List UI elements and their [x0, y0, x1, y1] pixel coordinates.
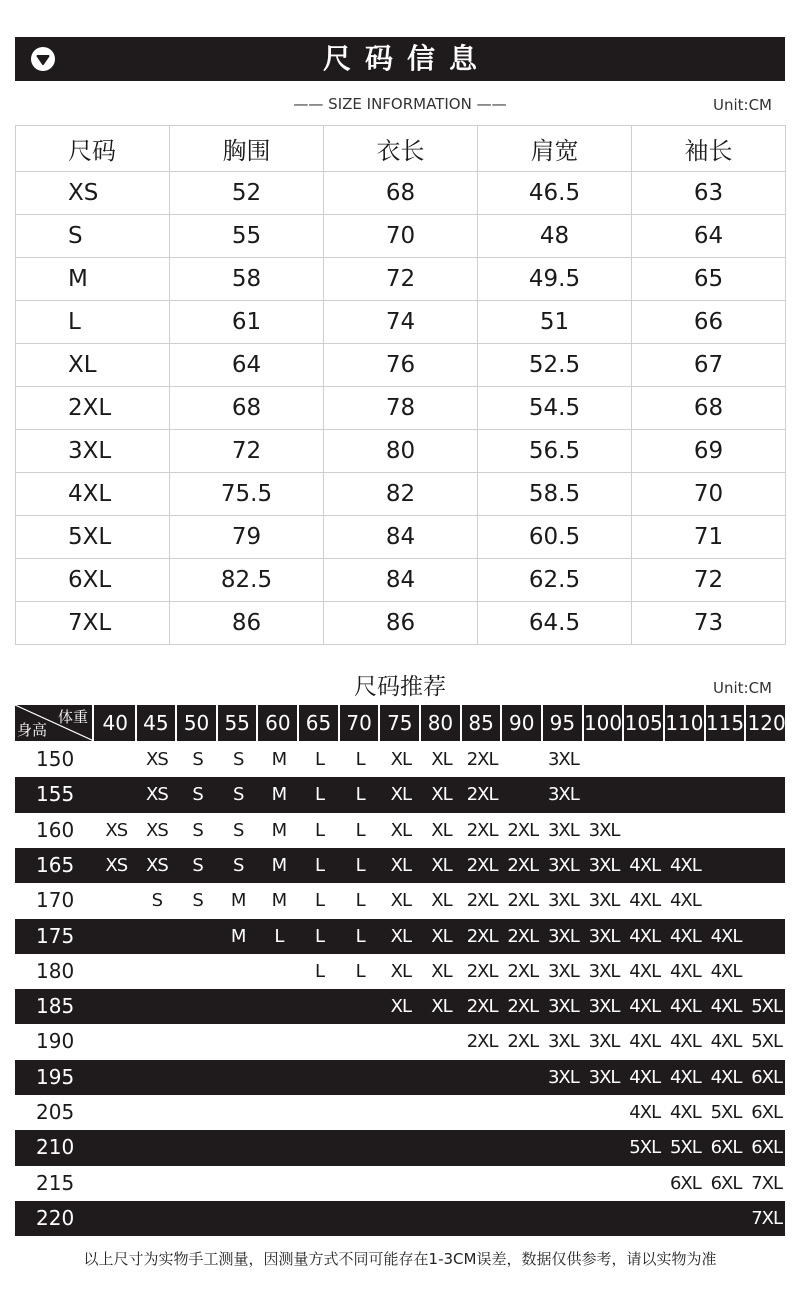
recommended-size-cell: 4XL: [710, 1031, 742, 1053]
recommended-size-cell: S: [232, 749, 244, 770]
recommended-size-cell: XL: [431, 925, 452, 947]
weight-header-cell: 50: [177, 705, 218, 741]
weight-header-cell: 105: [624, 705, 665, 741]
weight-header-cell: 95: [543, 705, 584, 741]
size-cell: 51: [478, 301, 632, 344]
size-table-row: [16, 559, 786, 602]
size-cell: 70: [632, 473, 786, 516]
size-cell: 72: [324, 258, 478, 301]
recommend-row: [15, 989, 785, 1024]
recommended-size-cell: 2XL: [466, 784, 498, 806]
weight-header-cell: 45: [137, 705, 178, 741]
recommended-size-cell: 3XL: [547, 1066, 579, 1088]
recommended-size-cell: 5XL: [751, 996, 783, 1018]
height-cell: 215: [36, 1170, 75, 1195]
size-cell: 86: [324, 602, 478, 645]
recommended-size-cell: 3XL: [547, 854, 579, 876]
recommended-size-cell: 2XL: [466, 960, 498, 982]
size-cell: 82.5: [170, 559, 324, 602]
height-cell: 155: [36, 782, 75, 807]
recommended-size-cell: L: [355, 854, 365, 876]
recommended-size-cell: 3XL: [547, 890, 579, 912]
recommended-size-cell: L: [314, 749, 325, 770]
recommended-size-cell: 4XL: [629, 996, 661, 1018]
recommended-size-cell: M: [271, 819, 287, 841]
size-cell: 84: [324, 559, 478, 602]
weight-header-cell: 110: [665, 705, 706, 741]
size-info-subtitle: —— SIZE INFORMATION ——: [293, 95, 507, 113]
recommended-size-cell: 3XL: [547, 925, 579, 947]
size-cell: L: [16, 301, 170, 344]
recommend-row: [15, 777, 785, 812]
recommended-size-cell: XL: [390, 890, 411, 912]
size-cell: S: [16, 215, 170, 258]
recommended-size-cell: 3XL: [588, 996, 620, 1018]
recommended-size-cell: XL: [431, 960, 452, 982]
size-cell: 4XL: [16, 473, 170, 516]
header-cell: 尺码: [16, 126, 170, 172]
recommended-size-cell: 3XL: [547, 749, 579, 770]
size-cell: 63: [632, 172, 786, 215]
recommended-size-cell: 3XL: [547, 960, 579, 982]
recommended-size-cell: XL: [390, 996, 411, 1018]
recommended-size-cell: S: [192, 890, 203, 912]
recommended-size-cell: 3XL: [547, 1031, 579, 1053]
recommended-size-cell: 3XL: [547, 996, 579, 1018]
recommended-size-cell: L: [314, 925, 325, 947]
height-cell: 190: [36, 1029, 75, 1054]
recommended-size-cell: S: [151, 890, 163, 912]
size-cell: XL: [16, 344, 170, 387]
size-cell: 60.5: [478, 516, 632, 559]
size-cell: 49.5: [478, 258, 632, 301]
recommended-size-cell: 5XL: [751, 1031, 783, 1053]
recommended-size-cell: XL: [431, 784, 452, 806]
weight-header-cell: 115: [706, 705, 747, 741]
recommended-size-cell: L: [274, 925, 284, 947]
size-cell: 48: [478, 215, 632, 258]
recommended-size-cell: 4XL: [629, 890, 661, 912]
recommended-size-cell: 4XL: [710, 925, 742, 947]
recommend-row: [15, 919, 785, 954]
header-cell: 胸围: [170, 126, 324, 172]
size-cell: 52.5: [478, 344, 632, 387]
recommended-size-cell: 2XL: [466, 819, 498, 841]
recommended-size-cell: 2XL: [466, 996, 498, 1018]
recommended-size-cell: L: [314, 819, 325, 841]
recommended-size-cell: 2XL: [466, 925, 498, 947]
recommended-size-cell: XS: [105, 819, 128, 841]
recommended-size-cell: 6XL: [710, 1172, 742, 1194]
header-cell: 肩宽: [478, 126, 632, 172]
recommended-size-cell: 4XL: [710, 960, 742, 982]
recommended-size-cell: M: [271, 784, 287, 806]
size-table-row: [16, 301, 786, 344]
recommended-size-cell: 2XL: [507, 854, 539, 876]
recommended-size-cell: 2XL: [466, 1031, 498, 1053]
size-table-row: [16, 430, 786, 473]
size-cell: 7XL: [16, 602, 170, 645]
height-cell: 185: [36, 994, 75, 1019]
size-cell: 78: [324, 387, 478, 430]
recommended-size-cell: 2XL: [507, 960, 539, 982]
size-cell: 76: [324, 344, 478, 387]
size-table-row: [16, 516, 786, 559]
size-table-row: [16, 473, 786, 516]
recommended-size-cell: 5XL: [669, 1137, 701, 1159]
size-cell: 70: [324, 215, 478, 258]
height-cell: 150: [36, 747, 75, 771]
weight-header-cell: 65: [299, 705, 340, 741]
size-cell: 72: [632, 559, 786, 602]
recommended-size-cell: 4XL: [629, 960, 661, 982]
size-cell: 64.5: [478, 602, 632, 645]
weight-header-cell: 90: [503, 705, 544, 741]
recommended-size-cell: 2XL: [507, 925, 539, 947]
recommend-row: [15, 813, 785, 848]
height-cell: 195: [36, 1064, 75, 1089]
weight-header-cell: 100: [584, 705, 625, 741]
height-cell: 180: [36, 958, 75, 983]
size-cell: 52: [170, 172, 324, 215]
recommend-header-row: [15, 705, 785, 741]
recommend-row: [15, 1060, 785, 1095]
recommended-size-cell: 4XL: [669, 1102, 701, 1123]
size-cell: 73: [632, 602, 786, 645]
size-cell: 5XL: [16, 516, 170, 559]
recommended-size-cell: 4XL: [669, 960, 701, 982]
recommended-size-cell: 3XL: [588, 1031, 620, 1053]
recommended-size-cell: 6XL: [751, 1066, 783, 1088]
height-cell: 175: [36, 923, 75, 948]
size-cell: 69: [632, 430, 786, 473]
size-cell: 79: [170, 516, 324, 559]
size-cell: 58.5: [478, 473, 632, 516]
recommended-size-cell: 3XL: [547, 784, 579, 806]
recommended-size-cell: 4XL: [629, 925, 661, 947]
recommended-size-cell: XS: [146, 749, 168, 770]
weight-header-cell: 70: [340, 705, 381, 741]
size-cell: 72: [170, 430, 324, 473]
recommended-size-cell: L: [355, 960, 365, 982]
header-cell: 衣长: [324, 126, 478, 172]
recommended-size-cell: M: [271, 854, 287, 876]
size-cell: 58: [170, 258, 324, 301]
recommended-size-cell: 3XL: [588, 925, 620, 947]
recommended-size-cell: M: [271, 890, 287, 912]
recommend-unit-label: Unit:CM: [712, 679, 772, 697]
recommend-row: [15, 742, 785, 777]
size-cell: 61: [170, 301, 324, 344]
recommended-size-cell: 7XL: [751, 1172, 783, 1194]
recommended-size-cell: S: [232, 784, 244, 806]
size-cell: 65: [632, 258, 786, 301]
recommended-size-cell: L: [314, 890, 325, 912]
recommended-size-cell: M: [230, 890, 246, 912]
weight-header-cell: 85: [462, 705, 503, 741]
corner-height-label: 身高: [17, 721, 48, 739]
size-cell: 68: [170, 387, 324, 430]
recommended-size-cell: 6XL: [751, 1102, 783, 1123]
size-table-row: [16, 344, 786, 387]
recommended-size-cell: S: [192, 854, 203, 876]
recommended-size-cell: S: [192, 819, 203, 841]
size-cell: 68: [324, 172, 478, 215]
recommended-size-cell: XS: [146, 854, 168, 876]
recommend-row: [15, 848, 785, 883]
weight-header-cell: 40: [96, 705, 137, 741]
weight-header-cell: 75: [381, 705, 422, 741]
corner-weight-label: 体重: [57, 708, 88, 726]
recommended-size-cell: 4XL: [629, 854, 661, 876]
recommend-row: [15, 1130, 785, 1165]
size-cell: 64: [170, 344, 324, 387]
recommended-size-cell: XS: [105, 854, 128, 876]
size-cell: 64: [632, 215, 786, 258]
size-cell: 54.5: [478, 387, 632, 430]
size-cell: 68: [632, 387, 786, 430]
size-cell: 67: [632, 344, 786, 387]
corner-cell: [15, 705, 94, 741]
size-cell: 2XL: [16, 387, 170, 430]
recommended-size-cell: 4XL: [629, 1031, 661, 1053]
recommend-row: [15, 1095, 785, 1130]
height-cell: 220: [36, 1205, 75, 1230]
weight-header-cell: 120: [747, 711, 786, 735]
size-cell: 56.5: [478, 430, 632, 473]
recommended-size-cell: 3XL: [588, 1066, 620, 1088]
recommended-size-cell: S: [192, 749, 203, 770]
size-cell: 62.5: [478, 559, 632, 602]
recommended-size-cell: XL: [431, 819, 452, 841]
recommended-size-cell: 6XL: [669, 1172, 701, 1194]
recommended-size-cell: 2XL: [507, 996, 539, 1018]
size-cell: XS: [16, 172, 170, 215]
recommend-row: [15, 954, 785, 989]
recommended-size-cell: 2XL: [507, 819, 539, 841]
recommended-size-cell: M: [230, 925, 246, 947]
recommend-title: 尺码推荐: [354, 674, 446, 700]
height-cell: 170: [36, 888, 75, 913]
recommend-row: [15, 1201, 785, 1236]
recommended-size-cell: S: [192, 784, 203, 806]
recommended-size-cell: XL: [390, 749, 411, 770]
recommended-size-cell: 3XL: [588, 854, 620, 876]
recommended-size-cell: 3XL: [588, 960, 620, 982]
recommended-size-cell: 5XL: [710, 1102, 742, 1123]
recommended-size-cell: L: [314, 960, 325, 982]
size-table-row: [16, 172, 786, 215]
size-cell: 6XL: [16, 559, 170, 602]
size-cell: 71: [632, 516, 786, 559]
recommended-size-cell: 4XL: [669, 890, 701, 912]
recommended-size-cell: 4XL: [710, 996, 742, 1018]
recommended-size-cell: 4XL: [629, 1066, 661, 1088]
recommended-size-cell: L: [355, 890, 365, 912]
size-table-row: [16, 258, 786, 301]
recommended-size-cell: XL: [431, 854, 452, 876]
recommended-size-cell: 3XL: [588, 890, 620, 912]
recommended-size-cell: 4XL: [710, 1066, 742, 1088]
recommended-size-cell: L: [355, 784, 365, 806]
size-cell: M: [16, 258, 170, 301]
recommended-size-cell: 4XL: [669, 996, 701, 1018]
size-cell: 55: [170, 215, 324, 258]
size-cell: 82: [324, 473, 478, 516]
recommended-size-cell: 2XL: [507, 890, 539, 912]
recommended-size-cell: 2XL: [507, 1031, 539, 1053]
recommended-size-cell: XL: [390, 960, 411, 982]
recommended-size-cell: 3XL: [547, 819, 579, 841]
recommend-row: [15, 1024, 785, 1059]
recommended-size-cell: L: [355, 819, 365, 841]
recommended-size-cell: L: [314, 784, 325, 806]
recommend-row: [15, 883, 785, 918]
size-cell: 75.5: [170, 473, 324, 516]
title-banner: [15, 37, 785, 81]
size-table: [15, 125, 786, 645]
size-table-row: [16, 387, 786, 430]
size-table-header-row: [16, 126, 786, 172]
recommended-size-cell: 2XL: [466, 890, 498, 912]
height-cell: 205: [36, 1100, 75, 1124]
size-cell: 84: [324, 516, 478, 559]
size-cell: 46.5: [478, 172, 632, 215]
recommended-size-cell: 3XL: [588, 819, 620, 841]
weight-header-cell: 60: [259, 705, 300, 741]
recommended-size-cell: 2XL: [466, 749, 498, 770]
recommended-size-cell: XL: [390, 854, 411, 876]
recommended-size-cell: S: [232, 854, 244, 876]
recommended-size-cell: 4XL: [669, 925, 701, 947]
size-table-row: [16, 215, 786, 258]
height-cell: 210: [36, 1135, 75, 1160]
recommended-size-cell: XL: [431, 890, 452, 912]
recommended-size-cell: XL: [431, 749, 452, 770]
header-cell: 袖长: [632, 126, 786, 172]
size-unit-label: Unit:CM: [712, 96, 772, 114]
recommended-size-cell: 7XL: [751, 1207, 783, 1229]
recommended-size-cell: S: [232, 819, 244, 841]
height-cell: 160: [36, 817, 75, 842]
recommended-size-cell: 6XL: [710, 1137, 742, 1159]
recommended-size-cell: 4XL: [669, 1066, 701, 1088]
size-cell: 86: [170, 602, 324, 645]
recommended-size-cell: XS: [146, 784, 168, 806]
recommended-size-cell: L: [355, 925, 365, 947]
size-cell: 3XL: [16, 430, 170, 473]
recommended-size-cell: 4XL: [669, 854, 701, 876]
height-cell: 165: [36, 852, 75, 877]
recommended-size-cell: XL: [431, 996, 452, 1018]
banner-title: 尺码信息: [322, 42, 491, 75]
recommended-size-cell: 5XL: [629, 1137, 661, 1159]
size-table-row: [16, 602, 786, 645]
size-cell: 80: [324, 430, 478, 473]
recommended-size-cell: 4XL: [669, 1031, 701, 1053]
recommended-size-cell: 2XL: [466, 854, 498, 876]
recommended-size-cell: L: [355, 749, 365, 770]
recommended-size-cell: 6XL: [751, 1137, 783, 1159]
recommended-size-cell: L: [314, 854, 325, 876]
recommended-size-cell: 4XL: [629, 1102, 661, 1123]
size-cell: 74: [324, 301, 478, 344]
recommended-size-cell: M: [271, 749, 287, 770]
recommended-size-cell: XL: [390, 819, 411, 841]
recommended-size-cell: XS: [146, 819, 168, 841]
weight-header-cell: 80: [421, 705, 462, 741]
weight-header-cell: 55: [218, 705, 259, 741]
recommend-row: [15, 1166, 785, 1201]
recommended-size-cell: XL: [390, 925, 411, 947]
footnote: 以上尺寸为实物手工测量，因测量方式不同可能存在1-3CM误差，数据仅供参考，请以实物为准: [83, 1250, 717, 1268]
size-cell: 66: [632, 301, 786, 344]
recommended-size-cell: XL: [390, 784, 411, 806]
